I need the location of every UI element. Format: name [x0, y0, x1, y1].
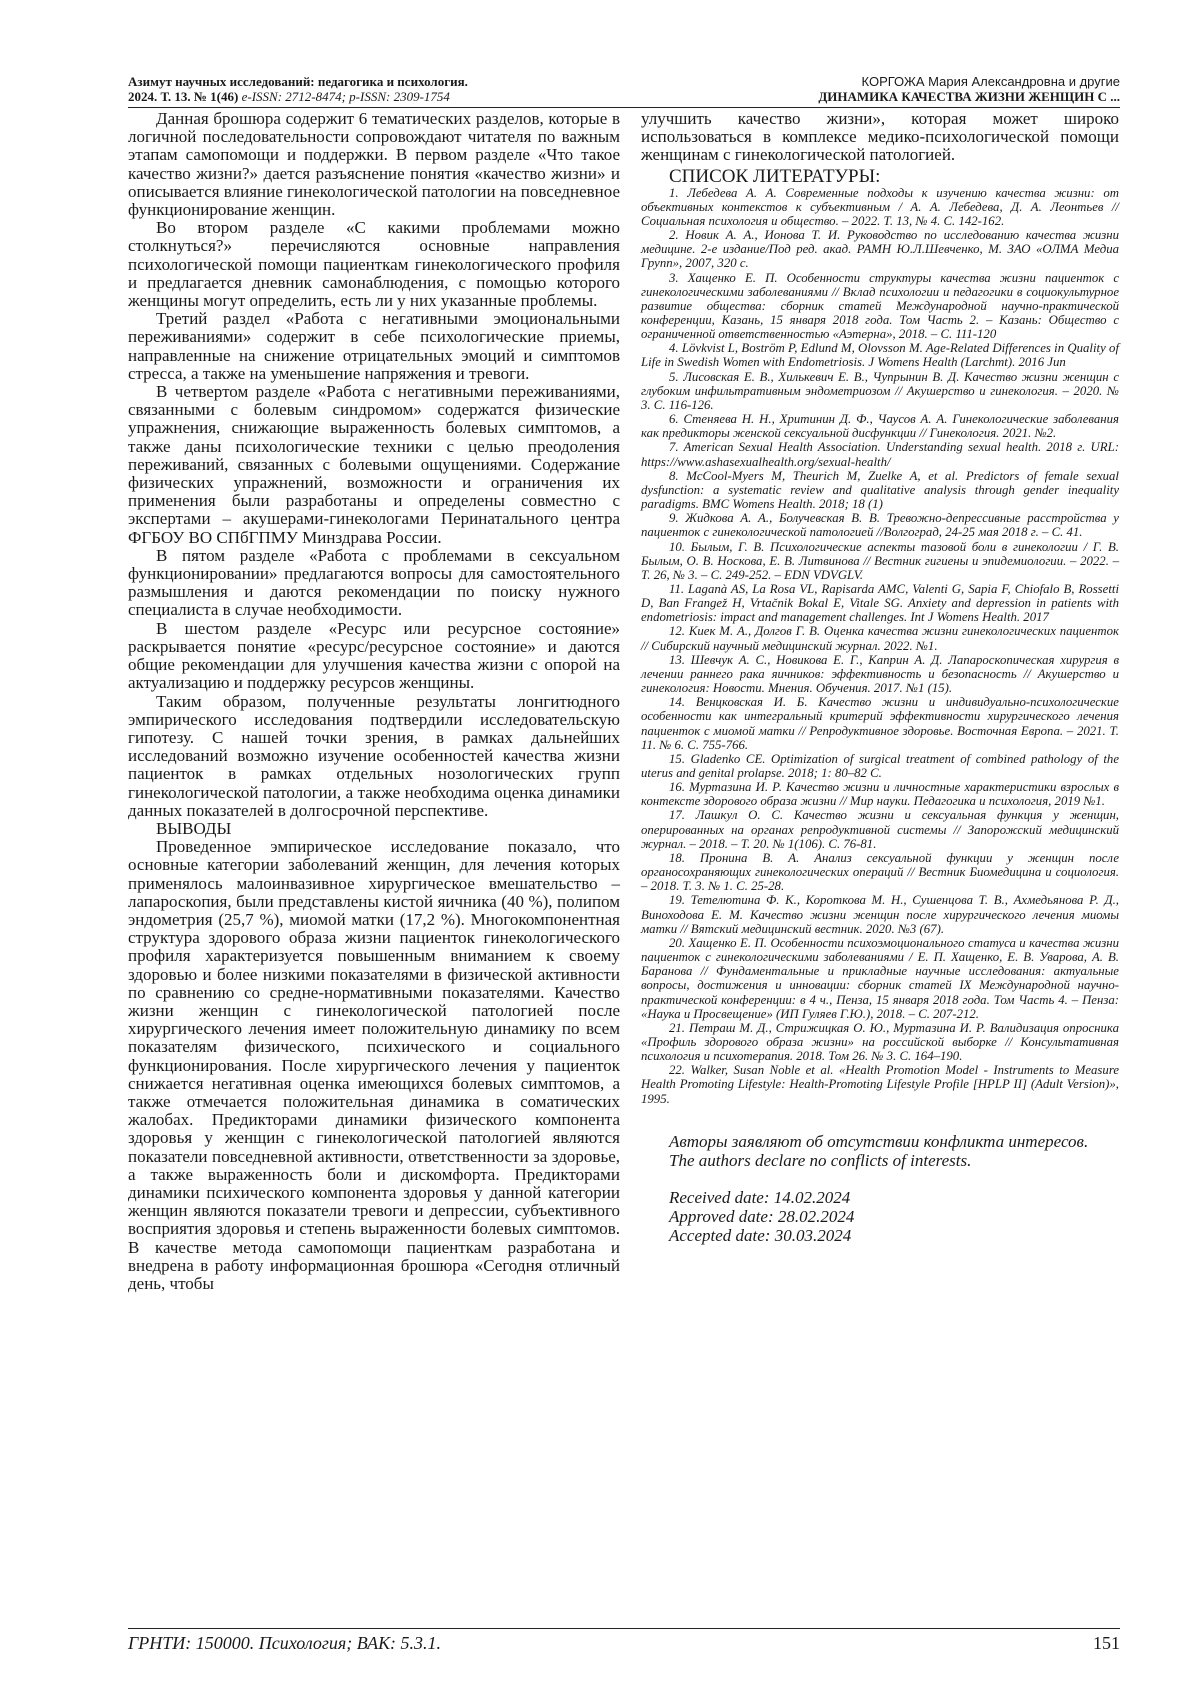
body-paragraph: Во втором разделе «С какими проблемами можно столкнуться?» перечисляются основные направления психологической помощи пациенткам гинекологического профиля и предлагается дневник самонаблюдения, с помощью которого женщины могут определить, есть ли у них указанные проблемы.	[128, 218, 620, 311]
reference-item: 12. Киек М. А., Долгов Г. В. Оценка качества жизни гинекологических пациенток // Сибирский научный медицинский журнал. 2022. №1.	[641, 624, 1119, 653]
conclusions-paragraph: Проведенное эмпирическое исследование показало, что основные категории заболеваний женщин, для лечения которых применялось малоинвазивное хирургическое вмешательство – лапароскопия, были представлены кистой яичника (40 %), полипом эндометрия (25,7 %), миомой матки (17,2 %). Многокомпонентная структура здорового образа жизни пациенток гинекологического профиля характеризуется повышенным вниманием к своему здоровью и более низкими показателями в физической активности по сравнению со средне-нормативными показателями. Качество жизни женщин с гинекологической патологией после хирургического лечения имеет положительную динамику по всем показателям физического, психического и социального функционирования. После хирургического лечения у пациенток снижается негативная оценка имеющихся болевых симптомов, а также отмечается положительная динамика в соматических жалобах. Предикторами динамики физического компонента здоровья у женщин с гинекологической патологией являются показатели повседневной активности, ответственности за здоровье, а также выраженность боли и дискомфорта. Предикторами динамики психического компонента здоровья у данной категории женщин являются показатели тревоги и депрессии, субъективного восприятия здоровья и степень выраженности болевых симптомов. В качестве метода самопомощи пациенткам разработана и внедрена в работу информационная брошюра «Сегодня отличный день, чтобы	[128, 837, 620, 1293]
reference-item: 10. Былым, Г. В. Психологические аспекты тазовой боли в гинекологии / Г. В. Былым, О. В. Носкова, Е. В. Литвинова // Вестник гигиены и эпидемиологии. – 2022. – Т. 26, № 3. – С. 249-252. – EDN VDVGLV.	[641, 539, 1119, 582]
footer-rule	[128, 1628, 1120, 1629]
issue-line	[128, 89, 648, 104]
reference-item: 9. Жидкова А. А., Болучевская В. В. Тревожно-депрессивные расстройства у пациенток с гинекологической патологией //Волгоград, 24-25 мая 2018 г. – С. 41.	[641, 511, 1119, 540]
reference-item: 13. Шевчук А. С., Новикова Е. Г., Каприн А. Д. Лапароскопическая хирургия в лечении раннего рака яичников: эффективность и безопасность // Акушерство и гинекология: Новости. Мнения. Обучения. 2017. №1 (15).	[641, 652, 1119, 696]
reference-item: 6. Стеняева Н. Н., Хритинин Д. Ф., Чаусов А. А. Гинекологические заболевания как предикторы женской сексуальной дисфункции // Гинекология. 2021. №2.	[641, 412, 1119, 441]
reference-item: 8. McCool-Myers M, Theurich M, Zuelke A, et al. Predictors of female sexual dysfunction: a systematic review and qualitative analysis through gender inequality paradigms. BMC Womens Health. 2018; 18 (1)	[641, 468, 1119, 512]
reference-item: 11. Laganà AS, La Rosa VL, Rapisarda AMC, Valenti G, Sapia F, Chiofalo B, Rossetti D, Ban Frangež H, Vrtačnik Bokal E, Vitale SG. Anxiety and depression in patients with endometriosis: impact and management challenges. Int J Womens Health. 2017	[641, 581, 1119, 625]
body-paragraph: В четвертом разделе «Работа с негативными переживаниями, связанными с болевым синдромом» содержатся физические упражнения, снижающие выраженность болевых симптомов, а также даны психологические техники с целью преодоления переживаний, связанных с болевыми ощущениями. Содержание физических упражнений, возможности и ограничения их применения были разработаны и определены совместно с экспертами – акушерами-гинекологами Перинатального центра ФГБОУ ВО СПбГПМУ Минздрава России.	[128, 382, 620, 547]
approved-date: Approved date: 28.02.2024	[669, 1206, 855, 1226]
reference-item: 22. Walker, Susan Noble et al. «Health Promotion Model - Instruments to Measure Health Promoting Lifestyle: Health-Promoting Lifestyle Profile [HPLP II] (Adult Version)», 1995.	[641, 1063, 1119, 1106]
reference-item: 19. Тетелютина Ф. К., Короткова М. Н., Сушенцова Т. В., Ахмедьянова Р. Д., Виноходова Е. М. Качество жизни женщин после хирургического лечения миомы матки // Вятский медицинский вестник. 2020. №3 (67).	[641, 893, 1119, 936]
reference-item: 16. Муртазина И. Р. Качество жизни и личностные характеристики взрослых в контексте здорового образа жизни // Мир науки. Педагогика и психология, 2019 №1.	[641, 780, 1119, 809]
issn: e-ISSN: 2712-8474; p-ISSN: 2309-1754	[241, 89, 450, 104]
page-number: 151	[1093, 1633, 1120, 1653]
reference-item: 5. Лисовская Е. В., Хилькевич Е. В., Чупрынин В. Д. Качество жизни женщин с глубоким инфильтративным эндометриозом // Акушерство и гинекология. – 2020. № 3. С. 116-126.	[641, 369, 1119, 412]
reference-item: 15. Gladenko CE. Optimization of surgical treatment of combined pathology of the uterus and genital prolapse. 2018; 1: 80–82 C.	[641, 751, 1119, 781]
header-rule	[128, 107, 1120, 108]
reference-item: 14. Венцковская И. Б. Качество жизни и индивидуально-психологические особенности как интегральный критерий эффективности хирургического лечения пациенток с миомой матки // Репродуктивное здоровье. Восточная Европа. – 2021. Т. 11. № 6. С. 755-766.	[641, 695, 1119, 752]
classification-codes: ГРНТИ: 150000. Психология; ВАК: 5.3.1.	[128, 1633, 442, 1653]
body-paragraph: В пятом разделе «Работа с проблемами в сексуальном функционировании» предлагаются вопросы для самостоятельного размышления и даются рекомендации по поиску нужного специалиста в случае необходимости.	[128, 545, 620, 620]
body-paragraph: Данная брошюра содержит 6 тематических разделов, которые в логичной последовательности сопровождают читателя по важным этапам самопомощи и поддержки. В первом разделе «Что такое качество жизни?» дается разъяснение понятия «качество жизни» и описывается влияние гинекологической патологии на повседневное функционирование женщин.	[128, 109, 620, 220]
running-header-left	[128, 74, 648, 104]
header-article-title: ДИНАМИКА КАЧЕСТВА ЖИЗНИ ЖЕНЩИН С ...	[818, 89, 1120, 104]
reference-item: 20. Хащенко Е. П. Особенности психоэмоционального статуса и качества жизни пациенток с гинекологическими заболеваниями / Е. П. Хащенко, Е. В. Уварова, А. В. Баранова // Фундаментальные и прикладные научные исследования: актуальные вопросы, достижения и инновации: сборник статей IX Международной научно-практической конференции: в 4 ч., Пенза, 15 января 2018 года. Том Часть 4. – Пенза: «Наука и Просвещение» (ИП Гуляев Г.Ю.), 2018. – С. 207-212.	[641, 935, 1119, 1021]
body-paragraph: Таким образом, полученные результаты лонгитюдного эмпирического исследования подтвердили исследовательскую гипотезу. С нашей точки зрения, в рамках дальнейших исследований возможно изучение особенностей качества жизни пациенток в рамках отдельных нозологических групп гинекологической патологии, а также необходима оценка динамики данных показателей в долгосрочной перспективе.	[128, 691, 620, 820]
article-notes	[641, 1132, 1119, 1245]
journal-title: Азимут научных исследований: педагогика и психология.	[128, 74, 468, 89]
accepted-date: Accepted date: 30.03.2024	[669, 1225, 852, 1245]
volume-issue: 2024. Т. 13. № 1(46)	[128, 89, 239, 104]
reference-item: 17. Лашкул О. С. Качество жизни и сексуальная функция у женщин, оперированных на органах репродуктивной системы // Запорожский медицинский журнал. – 2018. – Т. 20. № 1(106). С. 76-81.	[641, 808, 1119, 851]
reference-list	[641, 186, 1119, 1106]
body-paragraph: Третий раздел «Работа с негативными эмоциональными переживаниями» содержит в себе психологические приемы, направленные на снижение отрицательных эмоций и симптомов стресса, а также на уменьшение напряжения и тревоги.	[128, 309, 620, 383]
received-date: Received date: 14.02.2024	[669, 1187, 851, 1207]
reference-item: 1. Лебедева А. А. Современные подходы к изучению качества жизни: от объективных контекстов к субъективным / А. А. Лебедева, Д. А. Леонтьев // Социальная психология и общество. – 2022. Т. 13, № 4. С. 142-162.	[641, 185, 1119, 228]
reference-item: 4. Lövkvist L, Boström P, Edlund M, Olovsson M. Age-Related Differences in Quality of Life in Swedish Women with Endometriosis. J Womens Health (Larchmt). 2016 Jun	[641, 341, 1119, 370]
reference-item: 7. American Sexual Health Association. Understanding sexual health. 2018 г. URL: https://www.ashasexualhealth.org/sexual-health/	[641, 440, 1119, 469]
left-column	[128, 110, 620, 1293]
right-column	[641, 110, 1119, 1245]
conflict-statement-ru: Авторы заявляют об отсутствии конфликта интересов.	[669, 1131, 1089, 1151]
running-header-right	[580, 74, 1120, 104]
header-authors: КОРГОЖА Мария Александровна и другие	[861, 74, 1120, 89]
continuation-paragraph: улучшить качество жизни», которая может широко использоваться в комплексе медико-психологической помощи женщинам с гинекологической патологией.	[641, 109, 1119, 165]
reference-item: 18. Пронина В. А. Анализ сексуальной функции у женщин после органосохраняющих гинекологических операций // Вестник Биомедицина и социология. – 2018. Т. 3. № 1. С. 25-28.	[641, 850, 1119, 894]
submission-dates	[641, 1188, 1119, 1245]
conclusions-heading: ВЫВОДЫ	[156, 818, 232, 838]
references-heading: СПИСОК ЛИТЕРАТУРЫ:	[669, 165, 881, 187]
reference-item: 2. Новик А. А., Ионова Т. И. Руководство по исследованию качества жизни медицине. 2-е издание/Под ред. акад. РАМН Ю.Л.Шевченко, М. ЗАО «ОЛМА Медиа Групп», 2007, 320 с.	[641, 228, 1119, 271]
reference-item: 3. Хащенко Е. П. Особенности структуры качества жизни пациенток с гинекологическими заболеваниями // Вклад психологии и педагогики в социокультурное развитие общества: сборник статей Международной научно-практической конференции, Казань, 15 января 2018 года. Том Часть 2. – Казань: Общество с ограниченной ответственностью «Аэтерна», 2018. – С. 111-120	[641, 270, 1119, 342]
body-paragraph: В шестом разделе «Ресурс или ресурсное состояние» раскрывается понятие «ресурс/ресурсное состояние» и даются общие рекомендации для улучшения качества жизни с опорой на актуализацию и поддержку ресурсов женщины.	[128, 618, 620, 693]
conflict-statement-en: The authors declare no conflicts of interests.	[669, 1150, 972, 1170]
reference-item: 21. Петраш М. Д., Стрижицкая О. Ю., Муртазина И. Р. Валидизация опросника «Профиль здорового образа жизни» на российской выборке // Консультативная психология и психотерапия. 2018. Том 26. № 3. С. 164–190.	[641, 1020, 1119, 1064]
